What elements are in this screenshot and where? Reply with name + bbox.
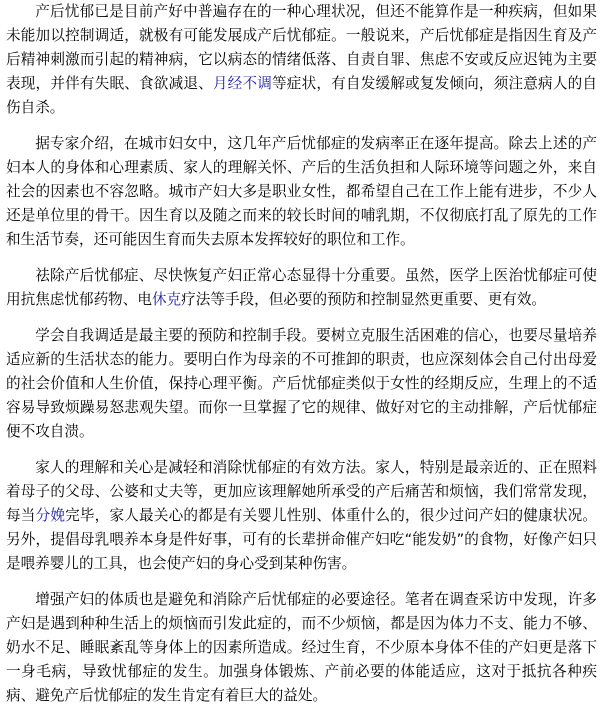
paragraph-3-text-b: 疗法等手段，但必要的预防和控制显然更重要、更有效。 [181, 291, 547, 308]
keyword-link-childbirth[interactable]: 分娩 [35, 507, 66, 524]
paragraph-2-text: 据专家介绍，在城市妇女中，这几年产后忧郁症的发病率正在逐年提高。除去上述的产妇本人的身体和心理素质、家人的理解关怀、产后的生活负担和人际环境等问题之外，来自社会的因素也不容忽略。城市产妇大多是职业女性，都希望自己在工作上能有进步，不少人还是单位里的骨干。因生育以及随之而来的较长时间的哺乳期，不仅彻底打乱了原先的工作和生活节奏，还可能因生育而失去原本发挥较好的职位和工作。 [6, 135, 597, 248]
paragraph-1-text-b: 等症状，有自发缓解或复发倾向，须注意病人的自伤自杀。 [6, 75, 597, 116]
paragraph-1 [6, 0, 597, 120]
paragraph-5-text-a: 家人的理解和关心是减轻和消除忧郁症的有效方法。家人，特别是最亲近的、正在照料着母子的父母、公婆和丈夫等，更加应该理解她所承受的产后痛苦和烦恼，我们常常发现，每当 [6, 459, 597, 524]
paragraph-4 [6, 324, 597, 444]
paragraph-5-text-b: 完毕，家人最关心的都是有关婴儿性别、体重什么的，很少过问产妇的健康状况。另外，提倡母乳喂养本身是件好事，可有的长辈拼命催产妇吃“能发奶”的食物，好像产妇只是喂养婴儿的工具，也会使产妇的身心受到某种伤害。 [6, 507, 597, 572]
paragraph-3-text-a: 祛除产后忧郁症、尽快恢复产妇正常心态显得十分重要。虽然，医学上医治忧郁症可使用抗焦虑忧郁药物、电 [6, 267, 597, 308]
paragraph-3 [6, 264, 597, 312]
paragraph-6 [6, 588, 597, 708]
paragraph-2 [6, 132, 597, 252]
paragraph-4-text: 学会自我调适是最主要的预防和控制手段。要树立克服生活困难的信心，也要尽量培养适应新的生活状态的能力。要明白作为母亲的不可推卸的职责，也应深刻体会自己付出母爱的社会价值和人生价值，保持心理平衡。产后忧郁症类似于女性的经期反应，生理上的不适容易导致烦躁易怒悲观失望。而你一旦掌握了它的规律、做好对它的主动排解，产后忧郁症便不攻自溃。 [6, 327, 597, 440]
paragraph-1-text-a: 产后忧郁已是目前产好中普遍存在的一种心理状况，但还不能算作是一种疾病，但如果未能加以控制调适，就极有可能发展成产后忧郁症。一般说来，产后忧郁症是指因生育及产后精神刺激而引起的精神病，它以病态的情绪低落、自责自罪、焦虑不安或反应迟钝为主要表现，并伴有失眠、食欲减退、 [6, 3, 597, 92]
paragraph-6-text: 增强产妇的体质也是避免和消除产后忧郁症的必要途径。笔者在调查采访中发现，许多产妇是遇到种种生活上的烦恼而引发此症的，而不少烦恼，都是因为体力不支、能力不够、奶水不足、睡眠紊乱等身体上的因素所造成。经过生育，不少原本身体不佳的产妇更是落下一身毛病，导致忧郁症的发生。加强身体锻炼、产前必要的体能适应，这对于抵抗各种疾病、避免产后忧郁症的发生肯定有着巨大的益处。 [6, 591, 597, 704]
keyword-link-shock[interactable]: 休克 [151, 291, 182, 308]
keyword-link-menstrual-irregularity[interactable]: 月经不调 [212, 75, 273, 92]
paragraph-5 [6, 456, 597, 576]
